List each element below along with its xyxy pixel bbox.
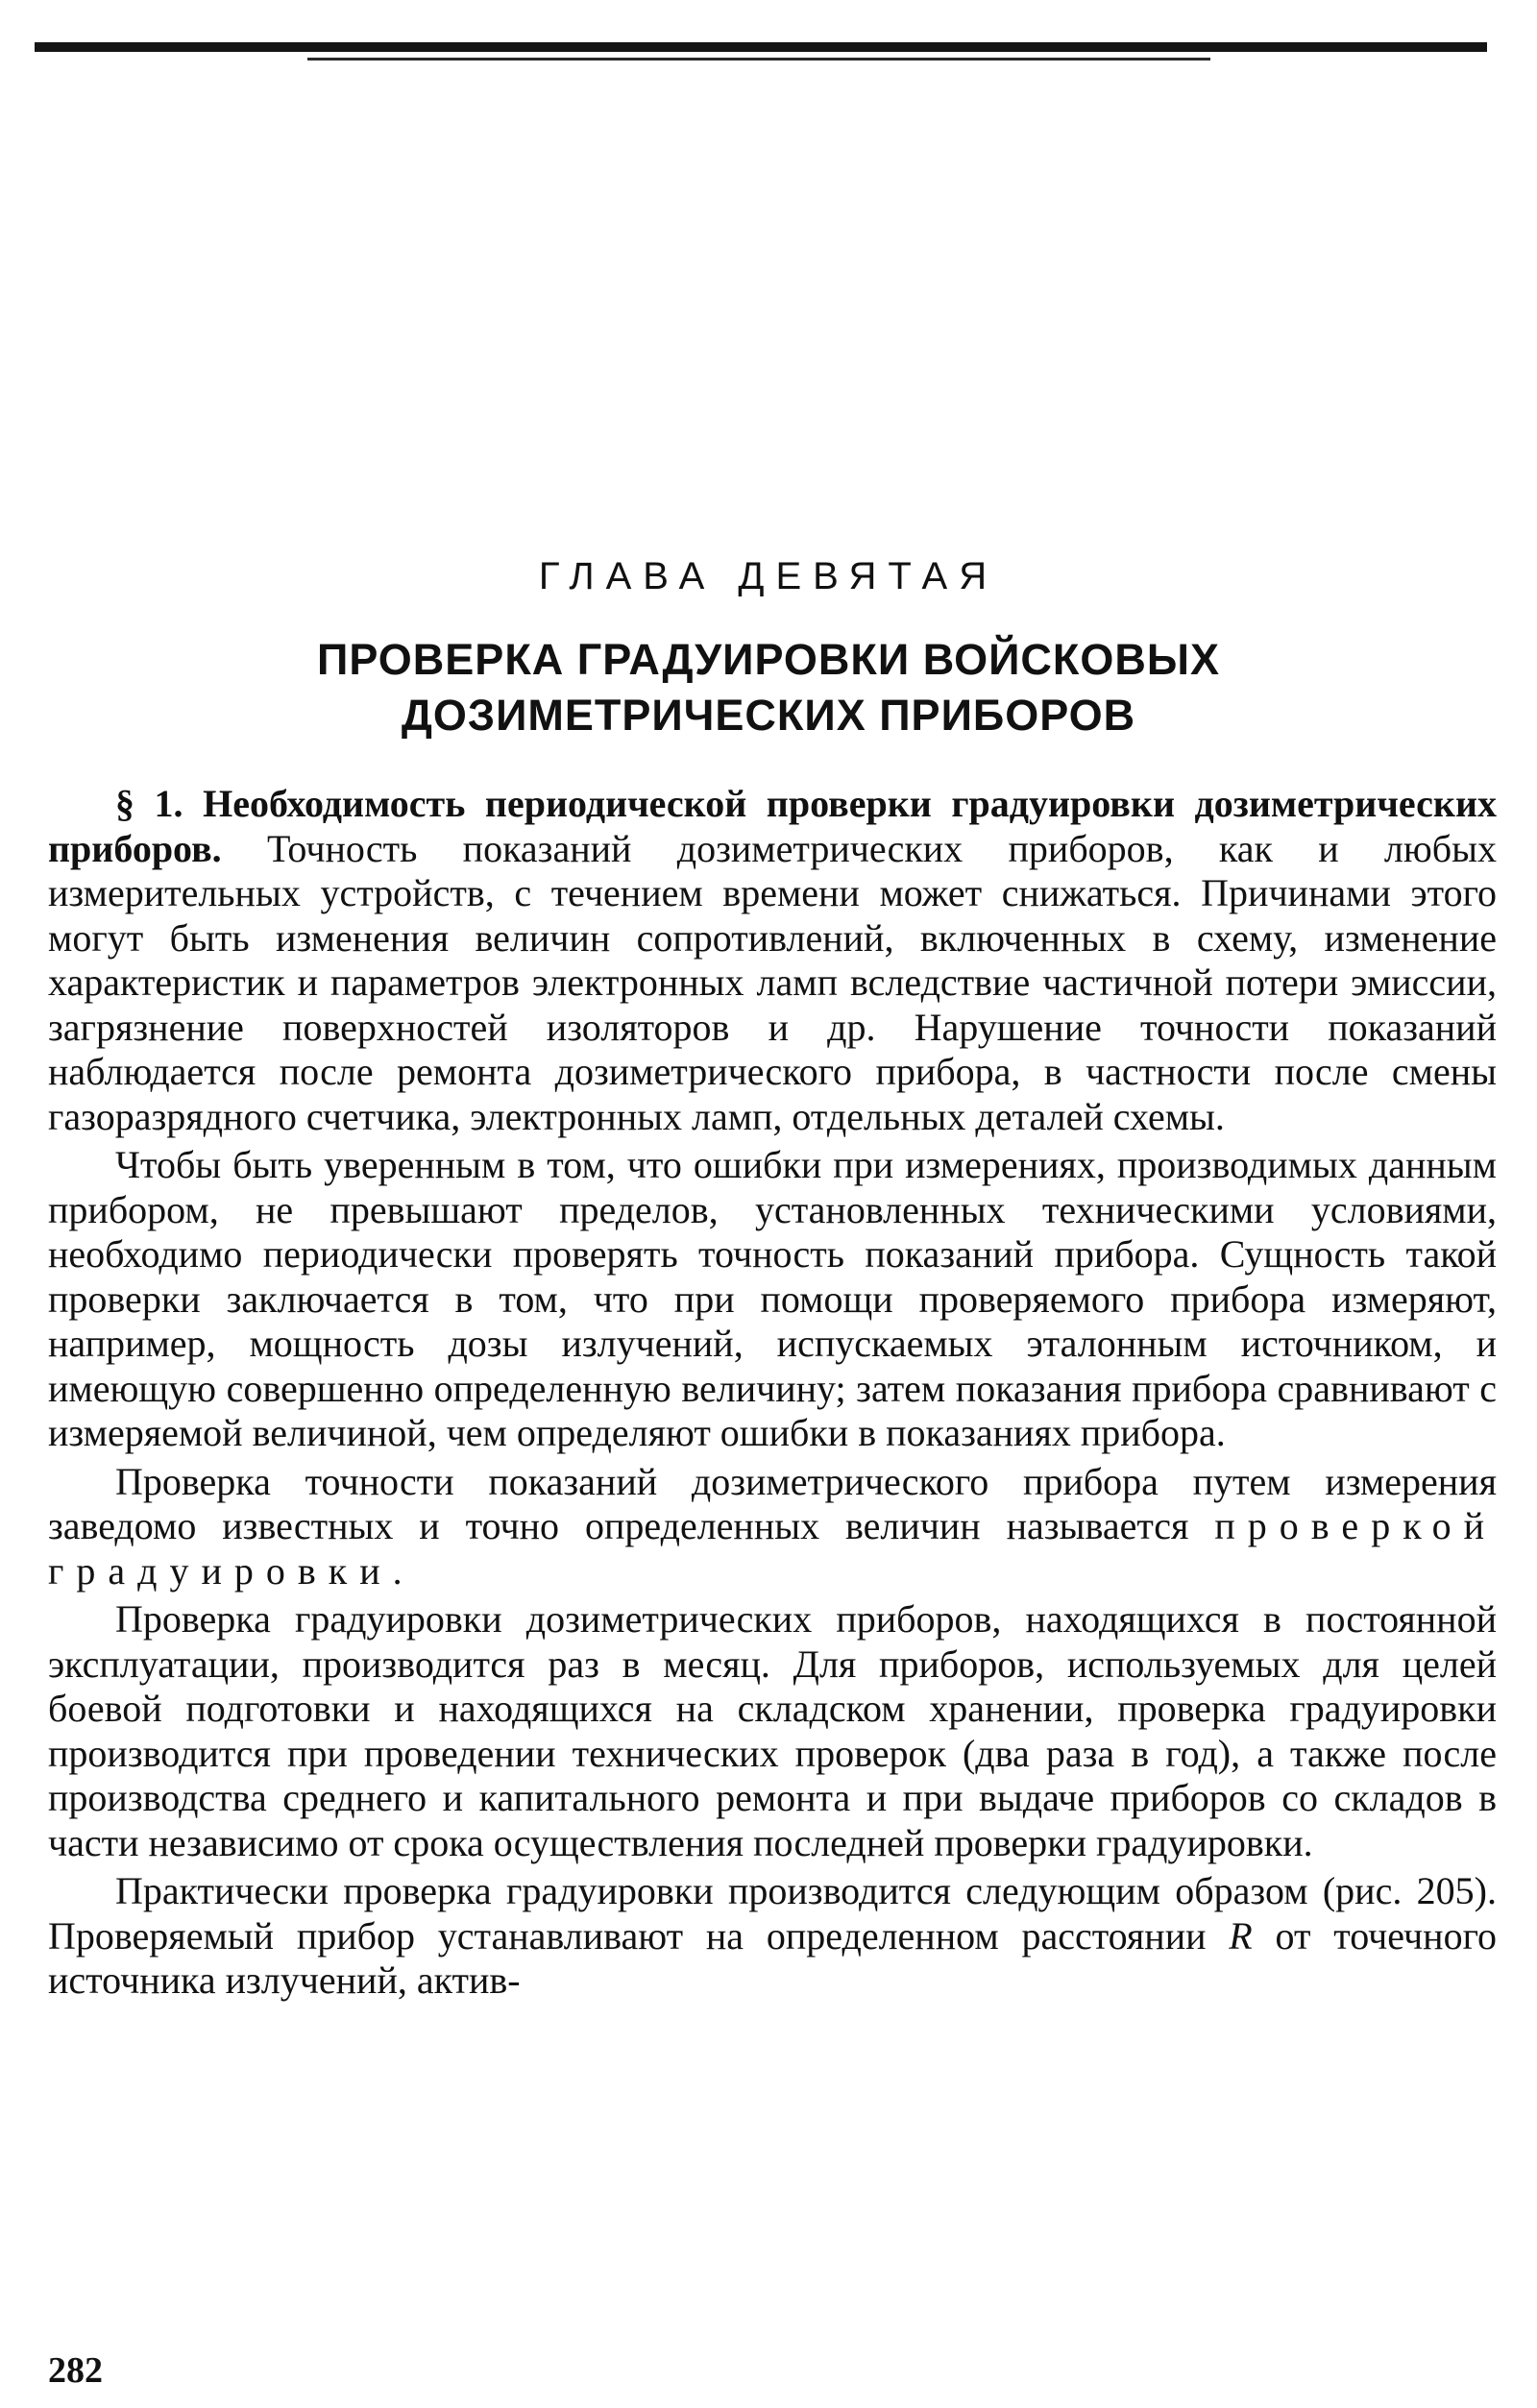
paragraph-4: Проверка градуировки дозиметрических приборов, находящихся в постоянной эксплуатации, производится раз в месяц. Для приборов, используемых для целей боевой подготовки и находящихся на складском хранении, проверка градуировки производится при проведении технических проверок (два раза в год), а также после производства среднего и капитального ремонта и при выдаче приборов со складов в части независимо от срока осуществления последней проверки градуировки. [48, 1597, 1497, 1864]
paragraph-2: Чтобы быть уверенным в том, что ошибки при измерениях, производимых данным прибором, не превышают пределов, установленных техническими условиями, необходимо периодически проверять точность показаний прибора. Сущность такой проверки заключается в том, что при помощи проверяемого прибора измеряют, например, мощность дозы излучений, испускаемых эталонным источником, и имеющую совершенно определенную величину; затем показания прибора сравнивают с измеряемой величиной, чем определяют ошибки в показаниях прибора. [48, 1143, 1497, 1454]
chapter-label: ГЛАВА ДЕВЯТАЯ [538, 555, 999, 597]
top-rule-thin [307, 58, 1210, 61]
term-proverka-graduirovki: проверкой градуировки [48, 1504, 1497, 1593]
chapter-title-line2: ДОЗИМЕТРИЧЕСКИХ ПРИБОРОВ [401, 691, 1136, 740]
paragraph-5-text: Практически проверка градуировки производится следующим образом (рис. 205). Проверяемый прибор устанавливают на определенном расстоянии [48, 1869, 1497, 1958]
section-heading: § 1. Необходимость периодической проверки градуировки дозиметрических приборов. [48, 782, 1497, 870]
paragraph-3 [48, 1460, 1497, 1594]
body-text [48, 782, 1497, 2004]
chapter-title [0, 632, 1537, 743]
variable-r: R [1229, 1913, 1253, 1958]
paragraph-5 [48, 1869, 1497, 2004]
paragraph-3-text: Проверка точности показаний дозиметрического прибора путем измерения заведомо известных и точно определенных величин называется [48, 1459, 1497, 1547]
paragraph-1 [48, 782, 1497, 1139]
paragraph-3-end: . [392, 1548, 403, 1593]
paragraph-1-text: Точность показаний дозиметрических приборов, как и любых измерительных устройств, с течением времени может снижаться. Причинами этого могут быть изменения величин сопротивлений, включенных в схему, изменение характеристик и параметров электронных ламп вследствие частичной потери эмиссии, загрязнение поверхностей изоляторов и др. Нарушение точности показаний наблюдается после ремонта дозиметрического прибора, в частности после смены газоразрядного счетчика, электронных ламп, отдельных деталей схемы. [48, 826, 1497, 1138]
paragraph-5-end: от точечного источника излучений, актив- [48, 1913, 1497, 2002]
top-rule-thick [35, 42, 1487, 52]
page-number: 282 [48, 2350, 103, 2391]
chapter-title-line1: ПРОВЕРКА ГРАДУИРОВКИ ВОЙСКОВЫХ [317, 635, 1220, 684]
